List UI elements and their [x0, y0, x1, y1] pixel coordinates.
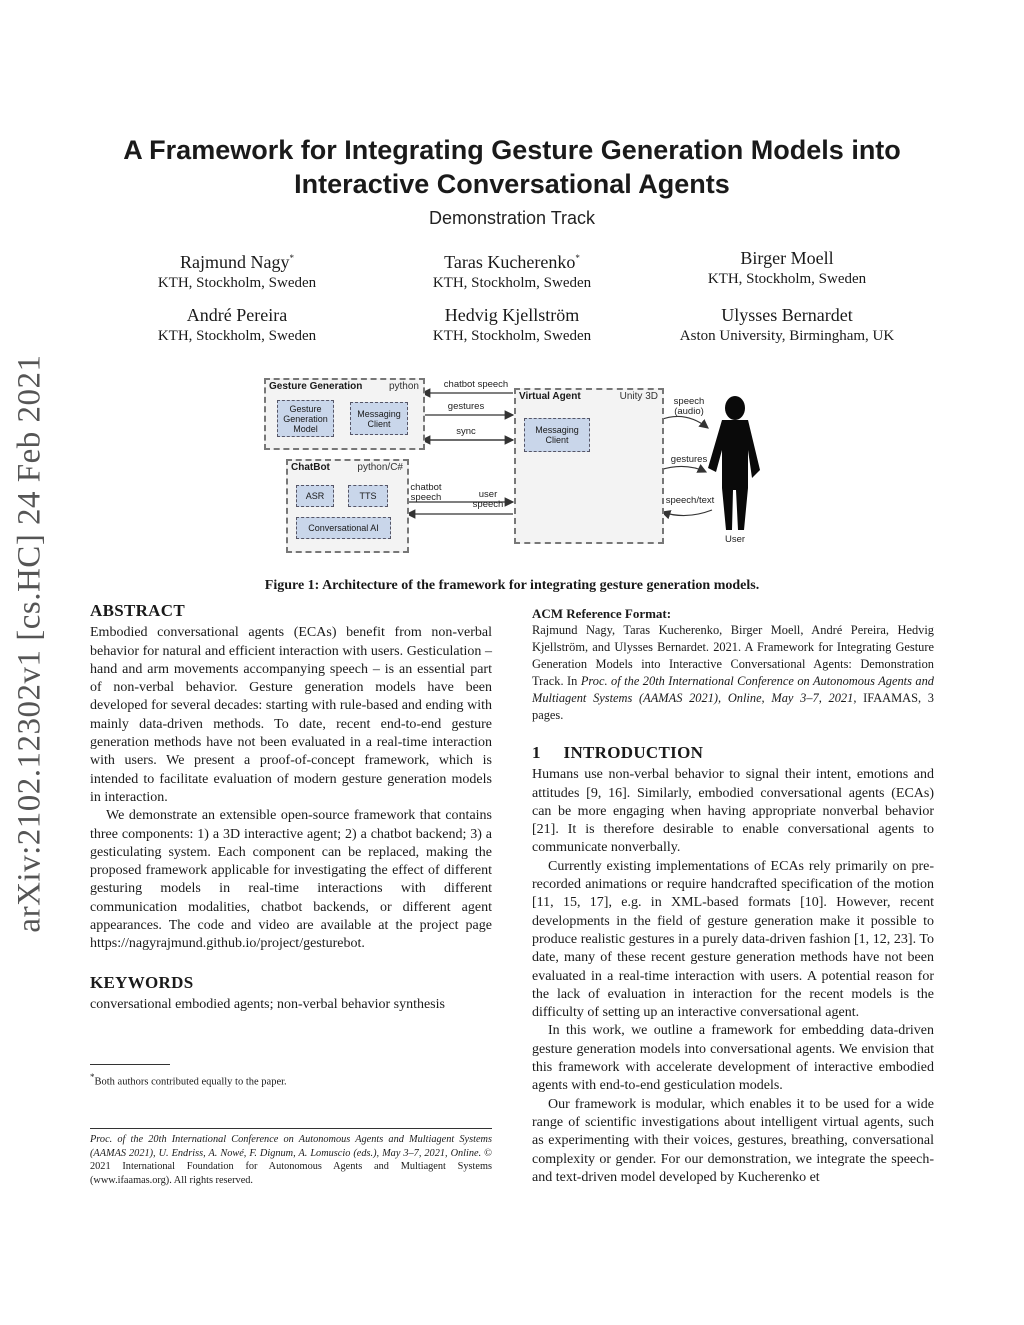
title-line-2: Interactive Conversational Agents — [294, 169, 730, 199]
author-name: Birger Moell — [740, 248, 834, 268]
acm-ref-heading: ACM Reference Format: — [532, 606, 672, 621]
author-affiliation: KTH, Stockholm, Sweden — [707, 271, 867, 287]
box-title: Virtual Agent — [519, 391, 581, 402]
user-silhouette — [708, 396, 760, 530]
intro-paragraph-2: Currently existing implementations of ECAs rely primarily on pre-recorded animations or require handcrafted specification of the motion [11, 15, 17], e.g. in XML-based formats [10]. However, recent developments in the field of gesture generation make it possible to produce realistic gestures in a purely data-driven fashion [1, 12, 23]. To date, many of these recent gesture generation methods have not been evaluated in a real-time interaction with users. A potential reason for the lack of evaluation in interaction for the recent models is the difficulty of setting up an interactive conversational agent. — [532, 858, 934, 1021]
keywords-heading: KEYWORDS — [90, 972, 194, 992]
author-affiliation: KTH, Stockholm, Sweden — [157, 275, 317, 291]
box-title: ChatBot — [291, 462, 330, 473]
intro-paragraph-1: Humans use non-verbal behavior to signal their intent, emotions and attitudes [9, 16]. Similarly, embodied conversational agents (ECAs) can be more engaging when having appropriate nonverbal behavior [21]. It is therefore desirable to enable conversational agents to communicate nonverbally. — [532, 767, 934, 856]
conversational-ai-block: Conversational AI — [296, 517, 391, 539]
label-gestures: gestures — [447, 401, 485, 412]
intro-paragraph-4: Our framework is modular, which enables it to be used for a wide range of scientific investigations about intelligent virtual agents, such as experimenting with their voices, gestures, breathing, conversational complexity or gender. For our demonstration, we integrate the speech- and text-driven model developed by Kucherenko et — [532, 1096, 934, 1185]
abstract-paragraph-2: We demonstrate an extensible open-source framework that contains three components: 1) a 3D interactive agent; 2) a chatbot backend; 3) a gesticulating system. Each component can be replaced, making the proposed framework applicable for investigating the effect of different gesturing models in real-time interactions with different communication modalities, chatbot backends, or different agent appearances. The code and video are available at the project page https://nagyrajmund.github.io/project/gesturebot. — [90, 808, 492, 952]
title-line-1: A Framework for Integrating Gesture Generation Models into — [123, 135, 901, 165]
messaging-client-block: Messaging Client — [350, 402, 408, 435]
arxiv-identifier: arXiv:2102.12302v1 [cs.HC] 24 Feb 2021 — [11, 354, 48, 933]
label-chatbot-speech-2: chatbot speech — [410, 482, 442, 503]
author-affiliation: Aston University, Birmingham, UK — [679, 328, 895, 344]
author-name: Ulysses Bernardet — [721, 305, 853, 325]
chatbot-box — [286, 459, 409, 553]
label-gestures-user: gestures — [670, 454, 708, 465]
proceedings-rule — [90, 1128, 492, 1129]
keywords-text: conversational embodied agents; non-verbal behavior synthesis — [90, 996, 445, 1012]
virtual-agent-box — [514, 388, 664, 544]
author-name: Rajmund Nagy — [180, 252, 290, 272]
author-mark: * — [575, 253, 580, 263]
tts-block: TTS — [348, 485, 388, 507]
label-user: User — [724, 534, 746, 545]
box-language: python/C# — [357, 462, 403, 473]
footnote — [90, 1070, 492, 1090]
arrow-gestures-user — [660, 466, 706, 472]
arrow-speech-audio — [660, 416, 708, 428]
footnote-text: Both authors contributed equally to the paper. — [94, 1076, 287, 1088]
asr-block: ASR — [296, 485, 334, 507]
label-sync: sync — [456, 426, 476, 437]
intro-paragraph-3: In this work, we outline a framework for embedding data-driven gesture generation models into conversational agents. We envision that this framework with accelerate development of interactive embodied agents with end-to-end gesticulation models. — [532, 1023, 934, 1094]
messaging-client-block: Messaging Client — [524, 418, 590, 452]
acm-ref-text — [532, 622, 934, 724]
author-name: André Pereira — [186, 305, 288, 325]
label-speech-audio: speech (audio) — [673, 396, 705, 417]
box-language: python — [388, 381, 419, 392]
author-affiliation: KTH, Stockholm, Sweden — [432, 328, 592, 344]
acm-ref-plain-2: , IFAAMAS, 3 pages. — [532, 691, 934, 722]
footnote-rule — [90, 1064, 170, 1065]
track-subtitle: Demonstration Track — [428, 208, 596, 228]
label-speech-text: speech/text — [665, 495, 715, 506]
label-chatbot-speech: chatbot speech — [443, 379, 509, 390]
author-affiliation: KTH, Stockholm, Sweden — [157, 328, 317, 344]
proceedings-copyright: © 2021 International Foundation for Autonomous Agents and Multiagent Systems (www.ifaamas.org). All rights reserved. — [90, 1147, 492, 1186]
figure-caption: Figure 1: Architecture of the framework for integrating gesture generation models. — [264, 578, 760, 593]
gesture-model-block: Gesture Generation Model — [277, 400, 334, 437]
arrow-speech-text — [662, 510, 712, 516]
right-column — [532, 605, 934, 1187]
acm-ref-plain-1: Rajmund Nagy, Taras Kucherenko, Birger Moell, André Pereira, Hedvig Kjellström, and Ulysses Bernardet. 2021. A Framework for Integrating Gesture Generation Models into Interactive Conversational Agents: Demonstration Track. In — [532, 623, 934, 688]
author-name: Taras Kucherenko — [444, 252, 576, 272]
introduction-heading: 1 INTRODUCTION — [532, 743, 704, 762]
author-mark: * — [289, 253, 294, 263]
abstract-paragraph-1: Embodied conversational agents (ECAs) benefit from non-verbal behavior for natural and efficient interaction with users. Gesticulation – hand and arm movements accompanying speech – is an essential part of non-verbal behavior. Gesture generation models have been developed for several decades: starting with rule-based and ending with mainly data-driven methods. To date, recent end-to-end gesture generation methods have not been evaluated in a real-time interaction with users. We present a proof-of-concept framework, which is intended to facilitate evaluation of modern gesture generation models in interaction. — [90, 625, 492, 805]
author-name: Hedvig Kjellström — [444, 305, 580, 325]
box-title: Gesture Generation — [269, 381, 363, 392]
figure-arrows — [0, 0, 1024, 570]
proceedings-info — [90, 1133, 492, 1187]
gesture-generation-box — [264, 378, 425, 450]
label-user-speech: user speech — [472, 489, 504, 510]
acm-ref-italic: Proc. of the 20th International Conference on Autonomous Agents and Multiagent Systems (AAMAS 2021), Online, May 3–7, 2021 — [532, 674, 934, 705]
box-engine: Unity 3D — [619, 391, 658, 402]
abstract-heading: ABSTRACT — [90, 601, 185, 620]
footnote-mark: * — [90, 1072, 95, 1082]
proceedings-italic: Proc. of the 20th International Conference on Autonomous Agents and Multiagent Systems (AAMAS 2021), U. Endriss, A. Nowé, F. Dignum, A. Lomuscio (eds.), May 3–7, 2021, Online. — [90, 1134, 492, 1159]
left-column — [90, 602, 492, 1014]
author-affiliation: KTH, Stockholm, Sweden — [432, 275, 592, 291]
